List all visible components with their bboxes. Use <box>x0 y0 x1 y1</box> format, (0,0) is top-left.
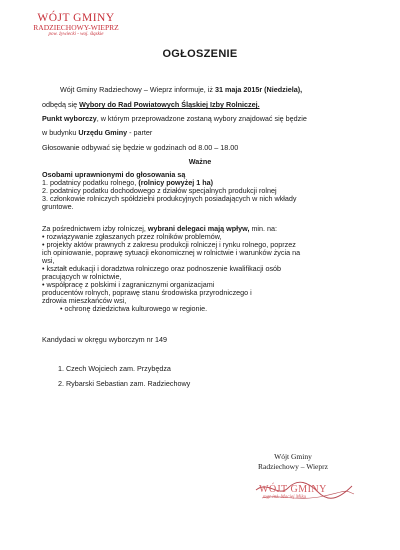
intro-line-2: odbędą się Wybory do Rad Powiatowych Śląskiej Izby Rolniczej. <box>42 100 260 109</box>
delegates-line-4: ich opiniowanie, poprawę sytuacji ekonomicznej w rolnictwie i warunków życia na <box>42 248 301 257</box>
document-title: OGŁOSZENIE <box>162 48 238 60</box>
signature-title-2: Radziechowy – Wieprz <box>258 462 328 471</box>
intro-line-4: w budynku Urzędu Gminy - parter <box>42 128 153 137</box>
intro-line-1: Wójt Gminy Radziechowy – Wieprz informuje, iż 31 maja 2015r (Niedziela), <box>60 85 303 94</box>
candidates-heading: Kandydaci w okręgu wyborczym nr 149 <box>42 335 168 344</box>
stamp-line-3: pow. żywiecki - woj. śląskie <box>48 31 104 37</box>
delegates-line-5: wsi, <box>42 256 55 265</box>
signature-stamp-main: WÓJT GMINY <box>259 484 327 495</box>
delegates-line-6: • kształt edukacji i doradztwa rolniczego oraz podnoszenie kwalifikacji osób <box>42 264 282 273</box>
office-stamp <box>33 12 119 37</box>
delegates-intro: Za pośrednictwem izby rolniczej, wybrani delegaci mają wpływ, min. na: <box>42 224 278 233</box>
intro-line-3: Punkt wyborczy, w którym przeprowadzone zostaną wybory znajdować się będzie <box>42 114 307 123</box>
eligible-item-1: 1. podatnicy podatku rolnego, (rolnicy powyżej 1 ha) <box>42 178 213 187</box>
delegates-line-8: • współpracę z polskimi i zagranicznymi organizacjami <box>42 280 215 289</box>
intro-line-5: Głosowanie odbywać się będzie w godzinach od 8.00 – 18.00 <box>42 143 239 152</box>
signature-stamp <box>259 484 339 500</box>
stamp-line-1: WÓJT GMINY <box>37 12 115 24</box>
eligible-item-3-cont: gruntowe. <box>42 202 74 211</box>
signature-stamp-name: mgr inż. Maciej Miku <box>263 495 307 500</box>
eligible-heading: Osobami uprawnionymi do głosowania są <box>42 170 186 179</box>
delegates-line-3: • projekty aktów prawnych z zakresu produkcji rolniczej i rynku rolnego, poprzez <box>42 240 296 249</box>
eligible-item-3: 3. członkowie rolniczych spółdzielni produkcyjnych posiadających w nich wkłady <box>42 194 297 203</box>
stamp-line-2: RADZIECHOWY-WIEPRZ <box>33 23 119 33</box>
eligible-item-2: 2. podatnicy podatku dochodowego z działów specjalnych produkcji rolnej <box>42 186 277 195</box>
delegates-line-9: producentów rolnych, poprawę stanu środowiska przyrodniczego i <box>42 288 252 297</box>
delegates-line-11: • ochronę dziedzictwa kulturowego w regionie. <box>60 304 208 313</box>
candidate-2: 2. Rybarski Sebastian zam. Radziechowy <box>58 379 191 388</box>
signature-title-1: Wójt Gminy <box>274 452 312 461</box>
delegates-line-2: • rozwiązywanie zgłaszanych przez rolników problemów, <box>42 232 222 241</box>
important-heading: Ważne <box>188 157 212 166</box>
delegates-line-10: zdrowia mieszkańców wsi, <box>42 296 127 305</box>
delegates-line-7: pracujących w rolnictwie, <box>42 272 122 281</box>
candidate-1: 1. Czech Wojciech zam. Przybędza <box>58 364 171 373</box>
